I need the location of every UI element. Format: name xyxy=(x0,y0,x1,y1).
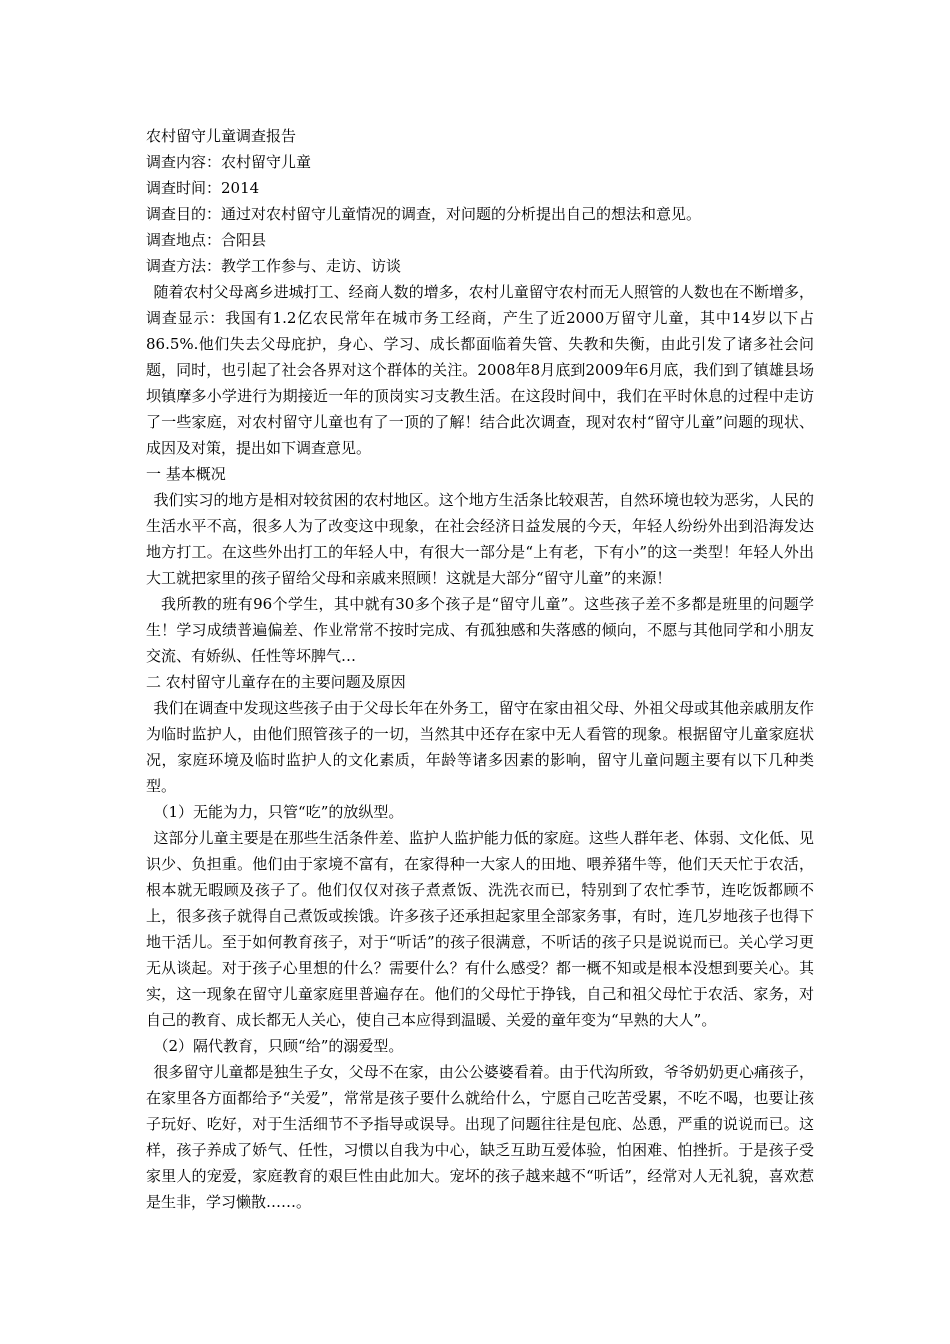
survey-location: 调查地点：合阳县 xyxy=(146,231,267,249)
section-2-heading: 二 农村留守儿童存在的主要问题及原因 xyxy=(146,673,406,691)
survey-time: 调查时间：2014 xyxy=(146,179,260,197)
section-2-intro: 我们在调查中发现这些孩子由于父母长年在外务工，留守在家由祖父母、外祖父母或其他亲戚朋友作为临时监护人，由他们照管孩子的一切，当然其中还存在家中无人看管的现象。根据留守儿童家庭状况，家庭环境及临时监护人的文化素质，年龄等诸多因素的影响，留守儿童问题主要有以下几种类型。 xyxy=(146,699,814,795)
document-page xyxy=(146,123,814,1215)
survey-purpose: 调查目的：通过对农村留守儿童情况的调查，对问题的分析提出自己的想法和意见。 xyxy=(146,205,702,223)
type-2-heading: （2）隔代教育，只顾“给”的溺爱型。 xyxy=(153,1037,404,1055)
intro-paragraph: 随着农村父母离乡进城打工、经商人数的增多，农村儿童留守农村而无人照管的人数也在不断增多，调查显示：我国有1.2亿农民常年在城市务工经商，产生了近2000万留守儿童，其中14岁以下占86.5%.他们失去父母庇护，身心、学习、成长都面临着失管、失教和失衡，由此引发了诸多社会问题，同时，也引起了社会各界对这个群体的关注。2008年8月底到2009年6月底，我们到了镇雄县场坝镇摩多小学进行为期接近一年的顶岗实习支教生活。在这段时间中，我们在平时休息的过程中走访了一些家庭，对农村留守儿童也有了一顶的了解！结合此次调查，现对农村“留守儿童”问题的现状、成因及对策，提出如下调查意见。 xyxy=(146,283,814,457)
survey-content: 调查内容：农村留守儿童 xyxy=(146,153,312,171)
document-title: 农村留守儿童调查报告 xyxy=(146,127,297,145)
type-1-heading: （1）无能为力，只管“吃”的放纵型。 xyxy=(153,803,404,821)
survey-method: 调查方法：教学工作参与、走访、访谈 xyxy=(146,257,402,275)
section-1-heading: 一 基本概况 xyxy=(146,465,226,483)
section-1-paragraph-1: 我们实习的地方是相对较贫困的农村地区。这个地方生活条比较艰苦，自然环境也较为恶劣，人民的生活水平不高，很多人为了改变这中现象，在社会经济日益发展的今天，年轻人纷纷外出到沿海发达地方打工。在这些外出打工的年轻人中，有很大一部分是“上有老，下有小”的这一类型！年轻人外出大工就把家里的孩子留给父母和亲戚来照顾！这就是大部分“留守儿童”的来源！ xyxy=(146,491,814,587)
type-2-paragraph: 很多留守儿童都是独生子女，父母不在家，由公公婆婆看着。由于代沟所致，爷爷奶奶更心痛孩子，在家里各方面都给予“关爱”，常常是孩子要什么就给什么，宁愿自己吃苦受累，不吃不喝，也要让孩子玩好、吃好，对于生活细节不予指导或误导。出现了问题往往是包庇、怂恿，严重的说说而已。这样，孩子养成了娇气、任性，习惯以自我为中心，缺乏互助互爱体验，怕困难、怕挫折。于是孩子受家里人的宠爱，家庭教育的艰巨性由此加大。宠坏的孩子越来越不“听话”，经常对人无礼貌，喜欢惹是生非，学习懒散……。 xyxy=(146,1063,814,1211)
type-1-paragraph: 这部分儿童主要是在那些生活条件差、监护人监护能力低的家庭。这些人群年老、体弱、文化低、见识少、负担重。他们由于家境不富有，在家得种一大家人的田地、喂养猪牛等，他们天天忙于农活，根本就无暇顾及孩子了。他们仅仅对孩子煮煮饭、洗洗衣而已，特别到了农忙季节，连吃饭都顾不上，很多孩子就得自己煮饭或挨饿。许多孩子还承担起家里全部家务事，有时，连几岁地孩子也得下地干活儿。至于如何教育孩子，对于“听话”的孩子很满意，不听话的孩子只是说说而已。关心学习更无从谈起。对于孩子心里想的什么？需要什么？有什么感受？都一概不知或是根本没想到要关心。其实，这一现象在留守儿童家庭里普遍存在。他们的父母忙于挣钱，自己和祖父母忙于农活、家务，对自己的教育、成长都无人关心，使自己本应得到温暖、关爱的童年变为“早熟的大人”。 xyxy=(146,829,814,1029)
section-1-paragraph-2: 我所教的班有96个学生，其中就有30多个孩子是“留守儿童”。这些孩子差不多都是班里的问题学生！学习成绩普遍偏差、作业常常不按时完成、有孤独感和失落感的倾向，不愿与其他同学和小朋友交流、有娇纵、任性等坏脾气… xyxy=(146,595,814,665)
